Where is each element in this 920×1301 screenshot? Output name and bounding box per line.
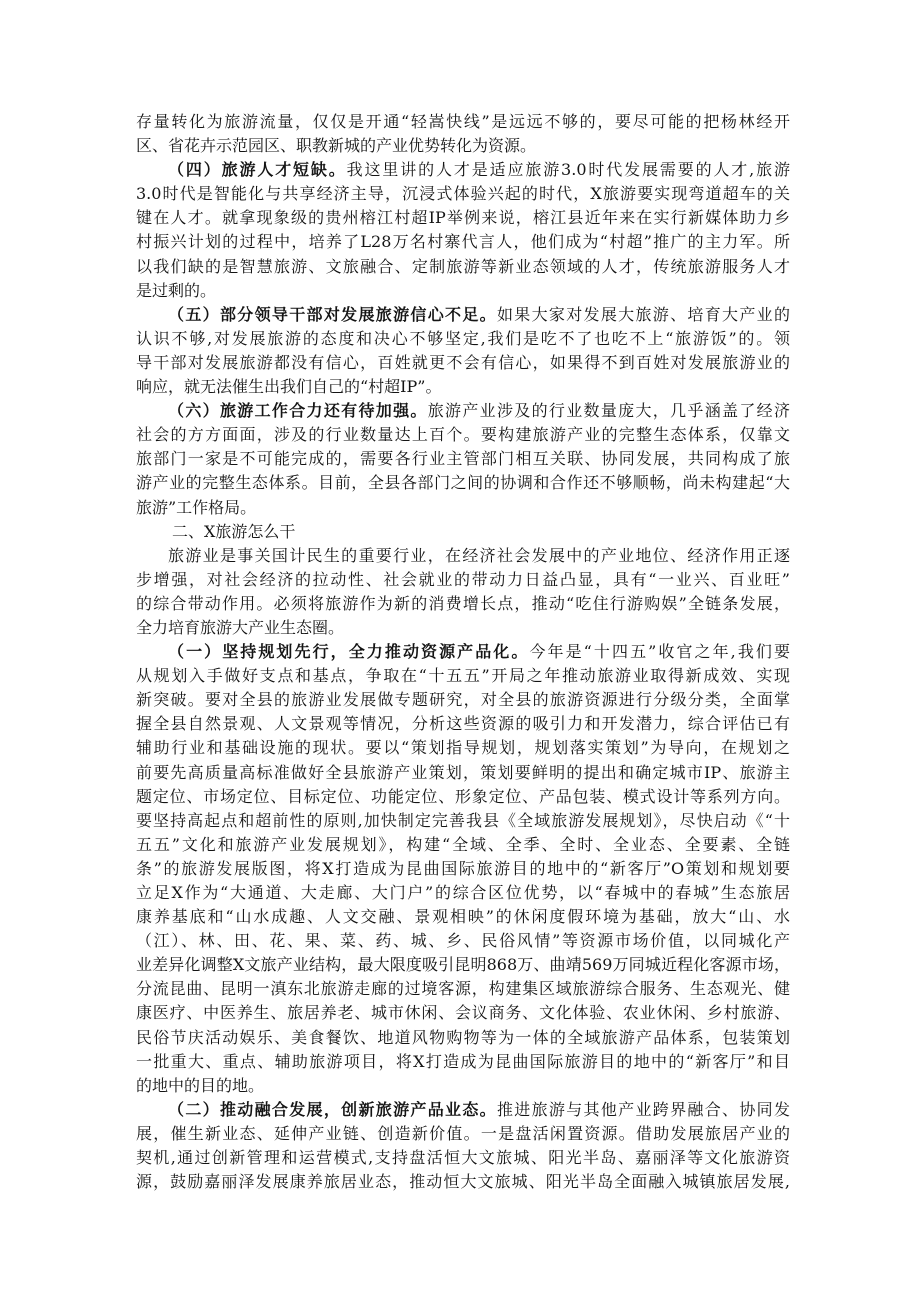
paragraph-line xyxy=(136,206,790,230)
paragraph-line xyxy=(136,761,790,785)
line-text: 的综合带动作用。必须将旅游作为新的消费增长点，推动“吃住行游购娱”全链条发展， xyxy=(136,593,790,613)
paragraph-line xyxy=(136,471,790,495)
paragraph-line xyxy=(136,1146,790,1170)
line-text: 从规划入手做好支点和基点，争取在“十五五”开局之年推动旅游业取得新成效、实现 xyxy=(136,666,790,686)
paragraph-line xyxy=(136,833,790,857)
line-text: 游产业的完整生态体系。目前，全县各部门之间的协调和合作还不够顺畅，尚未构建起“大 xyxy=(136,473,790,493)
line-text: 展，催生新业态、延伸产业链、创造新价值。一是盘活闲置资源。借助发展旅居产业的 xyxy=(136,1123,790,1143)
line-text: 导干部对发展旅游都没有信心，百姓就更不会有信心，如果得不到百姓对发展旅游业的 xyxy=(136,352,790,372)
line-text: 契机,通过创新管理和运营模式,支持盘活恒大文旅城、阳光半岛、嘉丽泽等文化旅游资 xyxy=(136,1148,790,1168)
paragraph-line xyxy=(136,640,790,664)
paragraph-line xyxy=(136,592,790,616)
paragraph-line xyxy=(136,423,790,447)
paragraph-line xyxy=(136,664,790,688)
line-text: 全力培育旅游大产业生态圈。 xyxy=(136,617,345,637)
line-text: 分流昆曲、昆明一滇东北旅游走廊的过境客源，构建集区域旅游综合服务、生态观光、健 xyxy=(136,979,790,999)
line-text: 区、省花卉示范园区、职教新城的产业优势转化为资源。 xyxy=(136,136,537,156)
paragraph-line xyxy=(136,230,790,254)
paragraph-line xyxy=(136,1050,790,1074)
paragraph-line xyxy=(136,712,790,736)
line-text: 康养基底和“山水成趣、人文交融、景观相映”的休闲度假环境为基础，放大“山、水 xyxy=(136,907,790,927)
paragraph-line xyxy=(136,881,790,905)
line-text: 3.0时代是智能化与共享经济主导，沉浸式体验兴起的时代，X旅游要实现弯道超车的关 xyxy=(136,184,790,204)
paragraph xyxy=(136,303,790,399)
paragraph xyxy=(136,640,790,1098)
paragraph-line xyxy=(136,447,790,471)
paragraph xyxy=(136,1098,790,1194)
line-text: 如果大家对发展大旅游、培育大产业的 xyxy=(496,304,790,324)
document-body xyxy=(136,110,790,1194)
line-text: 康医疗、中医养生、旅居养老、城市休闲、会议商务、文化体验、农业休闲、乡村旅游、 xyxy=(136,1003,790,1023)
paragraph-line xyxy=(136,134,790,158)
line-text: 的地中的目的地。 xyxy=(136,1075,265,1095)
paragraph-line xyxy=(136,158,790,182)
line-text: 前要先高质量高标准做好全县旅游产业策划，策划要鲜明的提出和确定城市IP、旅游主 xyxy=(136,762,790,782)
paragraph-line xyxy=(136,809,790,833)
paragraph-line xyxy=(136,496,790,520)
paragraph-line xyxy=(136,857,790,881)
paragraph-line xyxy=(136,544,790,568)
paragraph-line xyxy=(136,1170,790,1194)
line-text: 五五”文化和旅游产业发展规划》，构建“全域、全季、全时、全业态、全要素、全链 xyxy=(136,834,790,854)
paragraph xyxy=(136,544,790,640)
paragraph-line xyxy=(136,688,790,712)
line-text: 新突破。要对全县的旅游业发展做专题研究，对全县的旅游资源进行分级分类，全面掌 xyxy=(136,690,790,710)
bold-lead: （五）部分领导干部对发展旅游信心不足。 xyxy=(168,304,497,324)
line-text: 源，鼓励嘉丽泽发展康养旅居业态，推动恒大文旅城、阳光半岛全面融入城镇旅居发展, xyxy=(136,1172,790,1192)
line-text: 辅助行业和基础设施的现状。要以“策划指导规划，规划落实策划”为导向，在规划之 xyxy=(136,738,790,758)
paragraph-line xyxy=(136,905,790,929)
line-text: 民俗节庆活动娱乐、美食餐饮、地道风物购物等为一体的全域旅游产品体系，包装策划 xyxy=(136,1027,790,1047)
line-text: 一批重大、重点、辅助旅游项目，将X打造成为昆曲国际旅游目的地中的“新客厅”和目 xyxy=(136,1051,790,1071)
paragraph-line xyxy=(136,977,790,1001)
line-text: 旅游”工作格局。 xyxy=(136,497,257,517)
line-text: 步增强，对社会经济的拉动性、社会就业的带动力日益凸显，具有“一业兴、百业旺” xyxy=(136,569,790,589)
line-text: 题定位、市场定位、目标定位、功能定位、形象定位、产品包装、模式设计等系列方向。 xyxy=(136,786,790,806)
paragraph-line xyxy=(136,953,790,977)
paragraph-line xyxy=(136,351,790,375)
paragraph-line xyxy=(136,736,790,760)
line-text: （江）、林、田、花、果、菜、药、城、乡、民俗风情”等资源市场价值，以同城化产 xyxy=(136,931,790,951)
paragraph-line xyxy=(136,110,790,134)
paragraph-line xyxy=(136,1098,790,1122)
paragraph-line xyxy=(136,1122,790,1146)
line-text: 以我们缺的是智慧旅游、文旅融合、定制旅游等新业态领域的人才，传统旅游服务人才 xyxy=(136,256,790,276)
paragraph xyxy=(136,110,790,158)
line-text: 键在人才。就拿现象级的贵州榕江村超IP举例来说，榕江县近年来在实行新媒体助力乡 xyxy=(136,208,790,228)
bold-lead: （四）旅游人才短缺。 xyxy=(168,160,347,180)
line-text: 是过剩的。 xyxy=(136,280,217,300)
paragraph-line xyxy=(136,255,790,279)
paragraph-line xyxy=(136,1074,790,1098)
paragraph-line xyxy=(136,1026,790,1050)
paragraph-line xyxy=(136,616,790,640)
line-text: 旅游业是事关国计民生的重要行业，在经济社会发展中的产业地位、经济作用正逐 xyxy=(168,545,790,565)
bold-lead: （一）坚持规划先行，全力推动资源产品化。 xyxy=(168,642,530,662)
paragraph-line xyxy=(136,279,790,303)
line-text: 旅部门一家是不可能完成的，需要各行业主管部门相互关联、协同发展，共同构成了旅 xyxy=(136,449,790,469)
paragraph-line xyxy=(136,303,790,327)
paragraph-line xyxy=(136,929,790,953)
line-text: 认识不够,对发展旅游的态度和决心不够坚定,我们是吃不了也吃不上“旅游饭”的。领 xyxy=(136,328,790,348)
section-heading xyxy=(136,520,790,544)
line-text: 握全县自然景观、人文景观等情况，分析这些资源的吸引力和开发潜力，综合评估已有 xyxy=(136,714,790,734)
line-text: 存量转化为旅游流量，仅仅是开通“轻嵩快线”是远远不够的，要尽可能的把杨林经开 xyxy=(136,112,790,131)
paragraph xyxy=(136,399,790,519)
line-text: 业差异化调整X文旅产业结构，最大限度吸引昆明868万、曲靖569万同城近程化客源市场， xyxy=(136,955,790,975)
paragraph xyxy=(136,158,790,303)
line-text: 条”的旅游发展版图，将X打造成为昆曲国际旅游目的地中的“新客厅”O策划和规划要 xyxy=(136,858,790,878)
bold-lead: （二）推动融合发展，创新旅游产品业态。 xyxy=(168,1099,497,1119)
line-text: 响应，就无法催生出我们自己的“村超IP”。 xyxy=(136,377,442,397)
paragraph-line xyxy=(136,568,790,592)
paragraph-line xyxy=(136,327,790,351)
line-text: 今年是“十四五”收官之年,我们要 xyxy=(529,642,790,662)
paragraph-line xyxy=(136,399,790,423)
line-text: 社会的方方面面，涉及的行业数量达上百个。要构建旅游产业的完整生态体系，仅靠文 xyxy=(136,425,790,445)
section-heading-text: 二、X旅游怎么干 xyxy=(172,521,296,541)
line-text: 村振兴计划的过程中，培养了L28万名村寨代言人，他们成为“村超”推广的主力军。所 xyxy=(136,232,790,252)
paragraph-line xyxy=(136,1001,790,1025)
bold-lead: （六）旅游工作合力还有待加强。 xyxy=(168,401,428,421)
line-text: 旅游产业涉及的行业数量庞大，几乎涵盖了经济 xyxy=(427,401,790,421)
line-text: 推进旅游与其他产业跨界融合、协同发 xyxy=(496,1099,790,1119)
line-text: 我这里讲的人才是适应旅游3.0时代发展需要的人才,旅游 xyxy=(346,160,790,180)
paragraph-line xyxy=(136,785,790,809)
paragraph-line xyxy=(136,182,790,206)
paragraph-line xyxy=(136,375,790,399)
line-text: 要坚持高起点和超前性的原则,加快制定完善我县《全域旅游发展规划》，尽快启动《“十 xyxy=(136,810,790,830)
line-text: 立足X作为“大通道、大走廊、大门户”的综合区位优势，以“春城中的春城”生态旅居 xyxy=(136,883,790,902)
